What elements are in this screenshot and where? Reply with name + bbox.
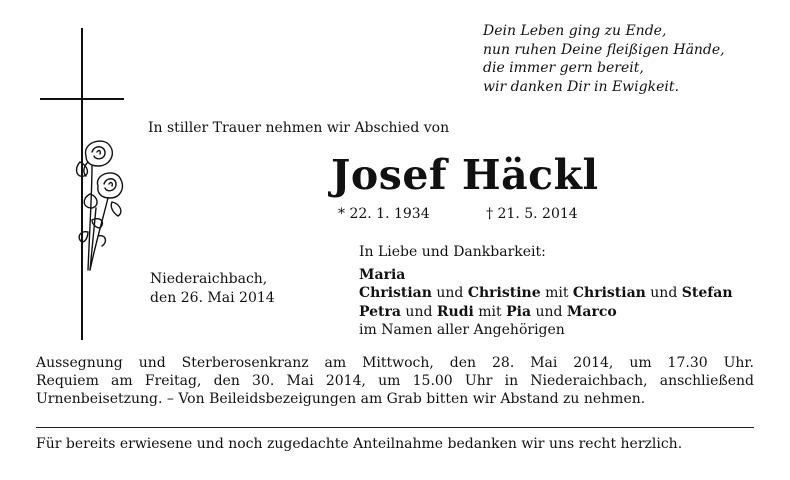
notice-date: den 26. Mai 2014 xyxy=(150,290,275,306)
mourner-name: Petra xyxy=(359,303,401,320)
poem-line: nun ruhen Deine fleißigen Hände, xyxy=(483,41,725,58)
mourner-name: Pia xyxy=(506,303,532,320)
details-line: Urnenbeisetzung. – Von Beileidsbezeigungen am Grab bitten wir Abstand zu nehmen. xyxy=(36,391,646,407)
mourner-name: Marco xyxy=(566,303,617,320)
cross-horizontal-bar xyxy=(40,98,124,100)
details-line: Requiem am Freitag, den 30. Mai 2014, um 15.00 Uhr in Niederaichbach, anschließend xyxy=(36,373,754,389)
thanks-text: Für bereits erwiesene und noch zugedachte Anteilnahme bedanken wir uns recht herzlich. xyxy=(36,436,683,452)
connector: und xyxy=(531,303,567,320)
connector: und xyxy=(431,285,468,301)
poem-line: wir danken Dir in Ewigkeit. xyxy=(483,78,679,95)
service-details xyxy=(36,354,754,408)
mourners-line xyxy=(359,284,733,303)
mourner-name: Christine xyxy=(467,285,541,301)
poem xyxy=(483,22,773,96)
poem-line: die immer gern bereit, xyxy=(483,60,644,76)
birth-date: * 22. 1. 1934 xyxy=(338,206,430,222)
mourners-line: im Namen aller Angehörigen xyxy=(359,322,565,338)
mourner-name: Stefan xyxy=(681,285,733,301)
mourners-line xyxy=(359,303,733,322)
life-dates xyxy=(338,206,578,222)
mourners-heading: In Liebe und Dankbarkeit: xyxy=(359,244,546,260)
mourner-name: Rudi xyxy=(436,303,474,320)
details-line: Aussegnung und Sterberosenkranz am Mittwoch, den 28. Mai 2014, um 17.30 Uhr. xyxy=(36,355,754,371)
deceased-name: Josef Häckl xyxy=(331,151,599,199)
roses-icon xyxy=(70,132,130,272)
divider xyxy=(36,427,754,428)
connector: und xyxy=(645,285,682,301)
place: Niederaichbach, xyxy=(150,271,268,287)
mourner-name: Christian xyxy=(572,285,646,301)
mourner-name: Maria xyxy=(359,266,406,283)
poem-line: Dein Leben ging zu Ende, xyxy=(483,23,667,39)
place-date xyxy=(150,270,275,308)
death-date: † 21. 5. 2014 xyxy=(486,206,578,222)
mourner-name: Christian xyxy=(359,285,432,301)
connector: mit xyxy=(473,303,507,320)
mourners-block xyxy=(359,243,733,340)
connector: und xyxy=(400,303,437,320)
mourners-line xyxy=(359,266,733,285)
connector: mit xyxy=(540,285,573,301)
intro-text: In stiller Trauer nehmen wir Abschied von xyxy=(148,120,450,136)
